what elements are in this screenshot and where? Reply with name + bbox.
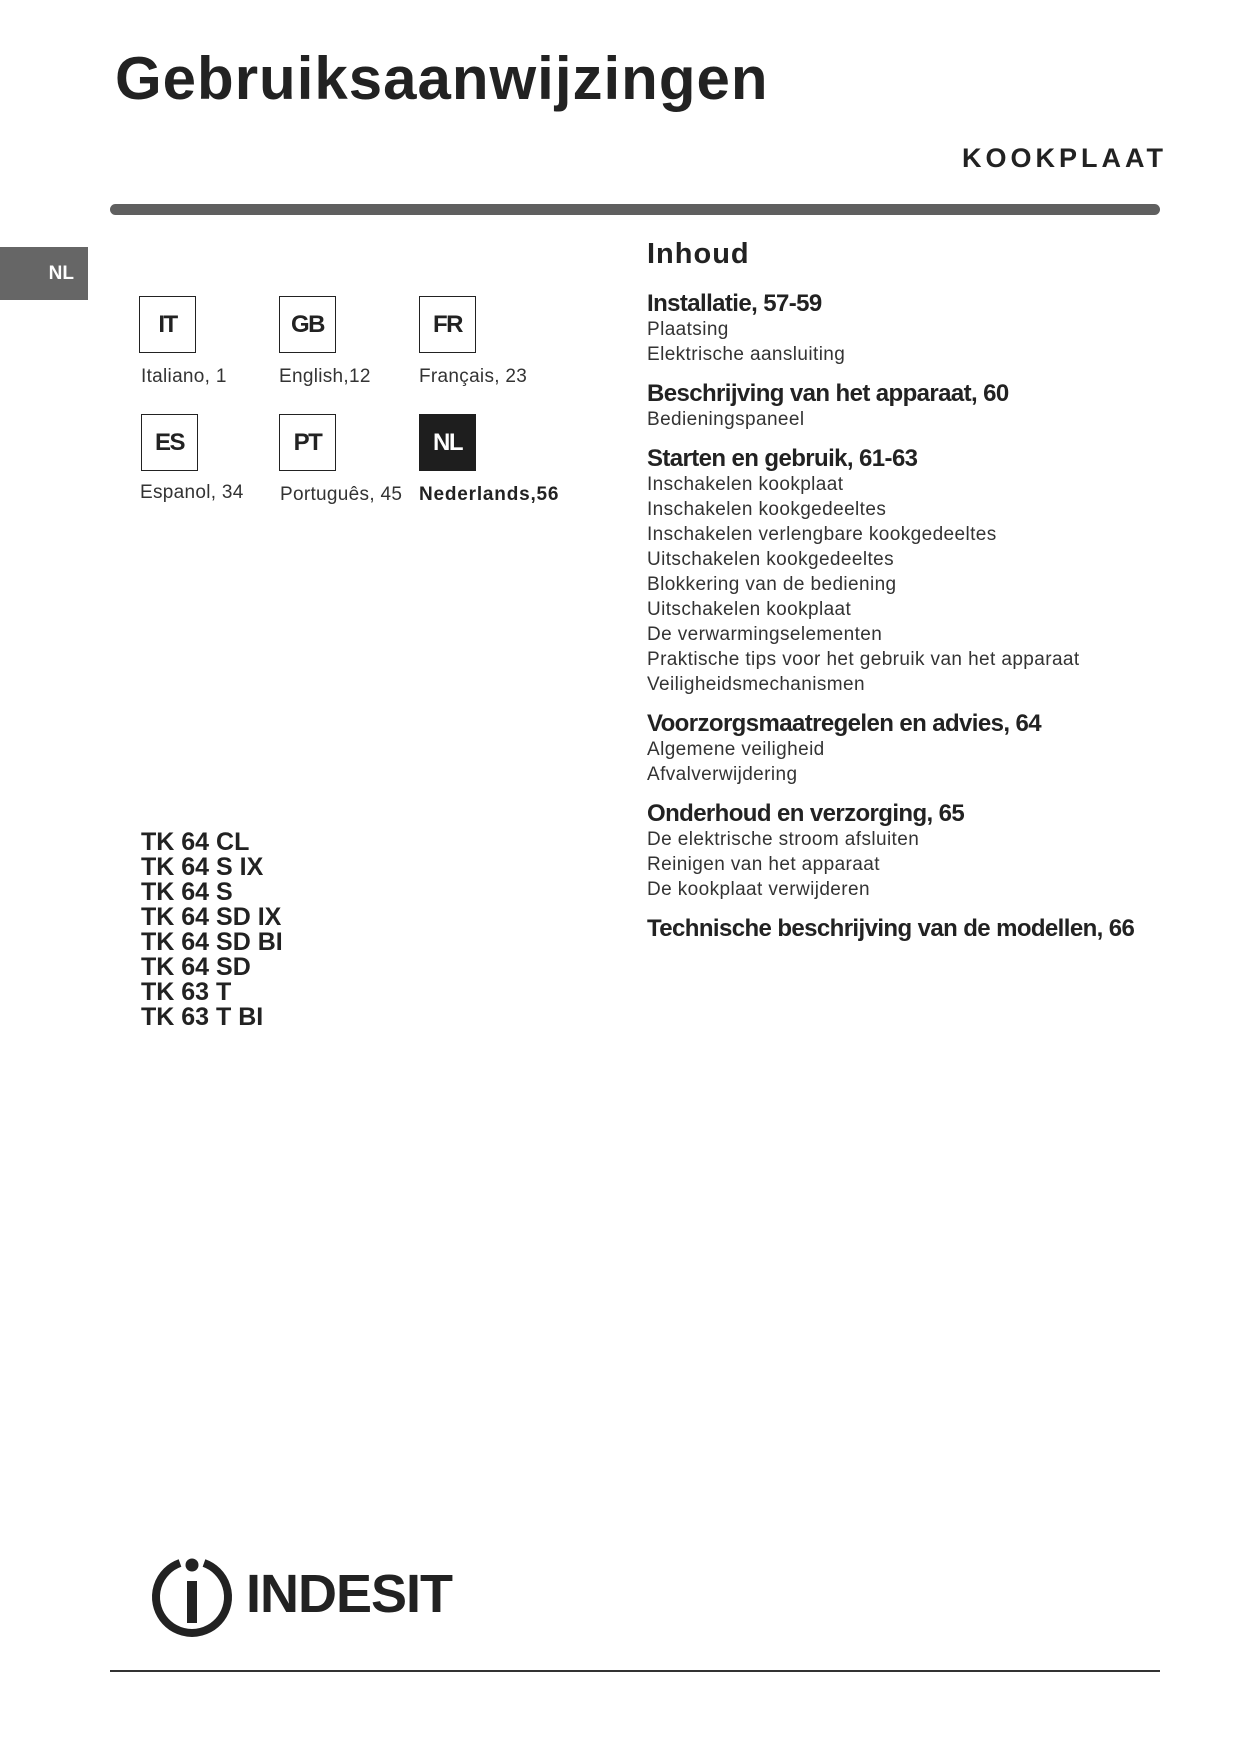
toc-item[interactable]: Uitschakelen kookgedeeltes — [647, 549, 894, 570]
toc-item[interactable]: Veiligheidsmechanismen — [647, 674, 865, 695]
language-label-fr: Français, 23 — [419, 366, 528, 387]
model-item: TK 63 T BI — [141, 1003, 264, 1031]
toc-section-installatie — [647, 291, 1167, 367]
brand-name: INDESIT — [246, 1564, 453, 1624]
model-item: TK 64 SD BI — [141, 928, 283, 956]
toc-item[interactable]: Bedieningspaneel — [647, 409, 805, 430]
bottom-divider — [110, 1670, 1160, 1672]
model-item: TK 64 S — [141, 878, 233, 906]
language-box-nl[interactable]: NL — [419, 414, 476, 471]
language-label-it: Italiano, 1 — [141, 366, 227, 387]
product-type: KOOKPLAAT — [962, 143, 1167, 173]
toc-heading[interactable]: Voorzorgsmaatregelen en advies, 64 — [647, 710, 1041, 737]
toc-heading[interactable]: Onderhoud en verzorging, 65 — [647, 800, 965, 827]
toc-item[interactable]: Inschakelen verlengbare kookgedeeltes — [647, 524, 997, 545]
toc-item[interactable]: De elektrische stroom afsluiten — [647, 829, 920, 850]
toc-heading[interactable]: Technische beschrijving van de modellen, 66 — [647, 915, 1135, 942]
toc-item[interactable]: Plaatsing — [647, 319, 729, 340]
language-box-it[interactable]: IT — [139, 296, 196, 353]
toc-item[interactable]: Algemene veiligheid — [647, 739, 825, 760]
top-divider — [110, 204, 1160, 215]
toc-item[interactable]: De kookplaat verwijderen — [647, 879, 870, 900]
language-label-gb: English,12 — [279, 366, 371, 387]
toc-item[interactable]: Uitschakelen kookplaat — [647, 599, 852, 620]
model-item: TK 64 S IX — [141, 853, 264, 881]
toc-heading[interactable]: Installatie, 57-59 — [647, 290, 822, 317]
toc-section-beschrijving — [647, 381, 1167, 432]
toc-item[interactable]: Praktische tips voor het gebruik van het apparaat — [647, 649, 1080, 670]
language-label-pt: Português, 45 — [280, 484, 403, 505]
indesit-logo-icon — [150, 1555, 234, 1639]
model-item: TK 64 SD — [141, 953, 251, 981]
language-box-pt[interactable]: PT — [279, 414, 336, 471]
toc-item[interactable]: Inschakelen kookgedeeltes — [647, 499, 887, 520]
page-title: Gebruiksaanwijzingen — [115, 45, 769, 112]
toc-item[interactable]: Reinigen van het apparaat — [647, 854, 880, 875]
toc-section-technische-beschrijving — [647, 916, 1167, 941]
model-item: TK 63 T — [141, 978, 232, 1006]
language-side-tab: NL — [0, 247, 88, 300]
toc-section-starten — [647, 446, 1167, 697]
toc-item[interactable]: Inschakelen kookplaat — [647, 474, 844, 495]
language-box-fr[interactable]: FR — [419, 296, 476, 353]
language-box-es[interactable]: ES — [141, 414, 198, 471]
language-box-gb[interactable]: GB — [279, 296, 336, 353]
model-list — [141, 830, 283, 1030]
toc-item[interactable]: De verwarmingselementen — [647, 624, 883, 645]
toc-section-onderhoud — [647, 801, 1167, 902]
model-item: TK 64 SD IX — [141, 903, 282, 931]
toc-heading[interactable]: Starten en gebruik, 61-63 — [647, 445, 918, 472]
toc-title: Inhoud — [647, 238, 750, 270]
language-label-es: Espanol, 34 — [140, 482, 244, 503]
toc-item[interactable]: Afvalverwijdering — [647, 764, 798, 785]
toc-section-voorzorgsmaatregelen — [647, 711, 1167, 787]
toc-item[interactable]: Elektrische aansluiting — [647, 344, 846, 365]
toc-heading[interactable]: Beschrijving van het apparaat, 60 — [647, 380, 1009, 407]
toc-item[interactable]: Blokkering van de bediening — [647, 574, 897, 595]
table-of-contents — [647, 236, 1167, 955]
language-label-nl: Nederlands,56 — [419, 484, 560, 505]
model-item: TK 64 CL — [141, 828, 250, 856]
